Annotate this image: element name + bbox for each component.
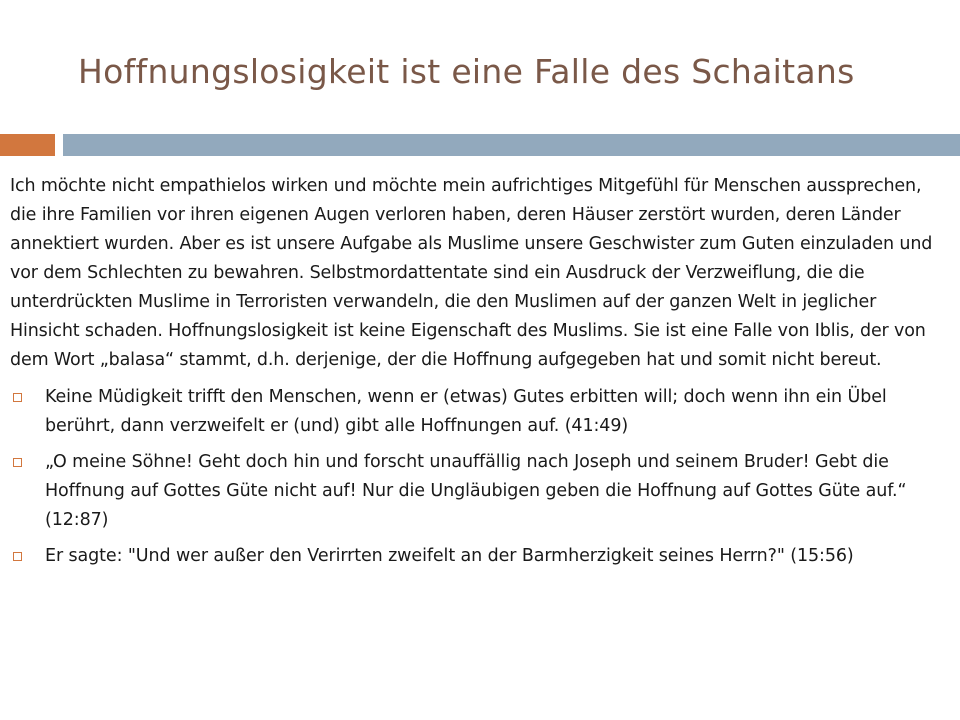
bullet-text: Er sagte: "Und wer außer den Verirrten zweifelt an der Barmherzigkeit seines Herrn?" (15:56) bbox=[45, 546, 854, 566]
bullet-text: Keine Müdigkeit trifft den Menschen, wenn er (etwas) Gutes erbitten will; doch wenn ihn ein Übel berührt, dann verzweifelt er (und) gibt alle Hoffnungen auf. (41:49) bbox=[45, 387, 887, 436]
slide-title: Hoffnungslosigkeit ist eine Falle des Schaitans bbox=[78, 52, 855, 91]
bullet-item bbox=[10, 448, 950, 535]
bullet-item bbox=[10, 383, 950, 441]
accent-bar-orange bbox=[0, 134, 55, 156]
intro-paragraph: Ich möchte nicht empathielos wirken und möchte mein aufrichtiges Mitgefühl für Menschen aussprechen, die ihre Familien vor ihren eigenen Augen verloren haben, deren Häuser zerstört wurden, deren Länder annektiert wurden. Aber es ist unsere Aufgabe als Muslime unsere Geschwister zum Guten einzuladen und vor dem Schlechten zu bewahren. Selbstmordattentate sind ein Ausdruck der Verzweiflung, die die unterdrückten Muslime in Terroristen verwandeln, die den Muslimen auf der ganzen Welt in jeglicher Hinsicht schaden. Hoffnungslosigkeit ist keine Eigenschaft des Muslims. Sie ist eine Falle von Iblis, der von dem Wort „balasa“ stammt, d.h. derjenige, der die Hoffnung aufgegeben hat und somit nicht bereut. bbox=[10, 176, 933, 370]
bullet-text: „O meine Söhne! Geht doch hin und forscht unauffällig nach Joseph und seinem Bruder! Gebt die Hoffnung auf Gottes Güte nicht auf! Nur die Ungläubigen geben die Hoffnung auf Gottes Güte auf.“ (12:87) bbox=[45, 452, 907, 530]
bullet-list bbox=[10, 383, 950, 571]
hollow-square-bullet-icon bbox=[13, 458, 22, 467]
hollow-square-bullet-icon bbox=[13, 552, 22, 561]
slide-body bbox=[10, 172, 950, 578]
hollow-square-bullet-icon bbox=[13, 393, 22, 402]
bullet-item bbox=[10, 542, 950, 571]
accent-bar-blue bbox=[63, 134, 960, 156]
